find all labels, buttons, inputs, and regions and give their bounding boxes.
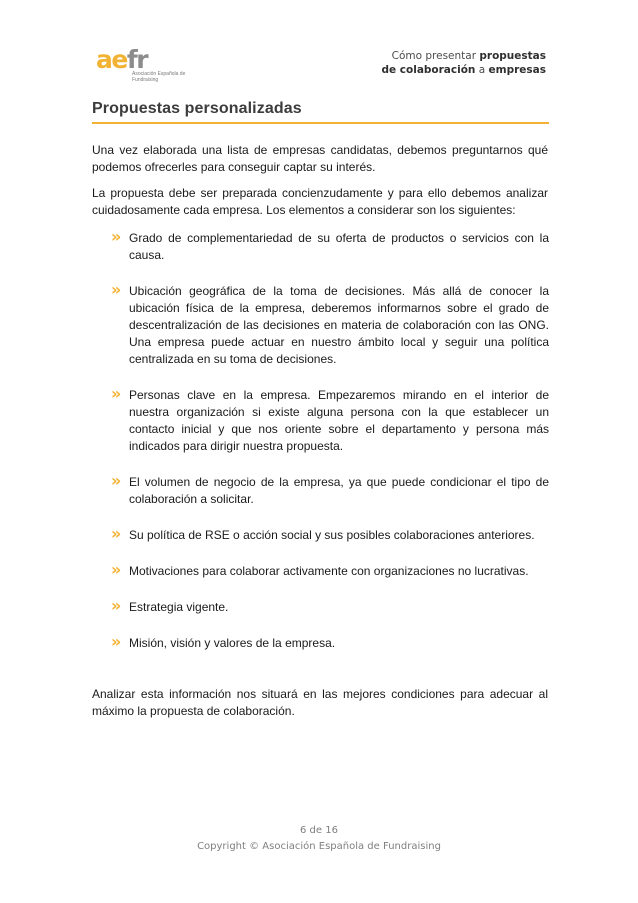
list-item-text: Personas clave en la empresa. Empezaremos mirando en el interior de nuestra organización si existe alguna persona con la que establecer un contacto inicial y que nos oriente sobre el departamento y persona más indicados para dirigir nuestra propuesta. (129, 388, 549, 453)
list-item (111, 632, 549, 652)
chevron-bullet-icon: » (111, 471, 122, 490)
title-line1-bold: propuestas (479, 50, 546, 62)
chevron-bullet-icon: » (111, 596, 122, 615)
list-item-text: Motivaciones para colaborar activamente con organizaciones no lucrativas. (129, 564, 529, 578)
chevron-bullet-icon: » (111, 227, 122, 246)
list-item-text: Estrategia vigente. (129, 600, 229, 614)
title-line2-mid: a (475, 64, 489, 76)
list-item (111, 384, 549, 455)
chevron-bullet-icon: » (111, 524, 122, 543)
criteria-list (111, 227, 549, 652)
closing-paragraph: Analizar esta información nos situará en las mejores condiciones para adecuar al máximo la propuesta de colaboración. (92, 687, 548, 718)
list-item-text: Misión, visión y valores de la empresa. (129, 636, 336, 650)
list-item (111, 471, 549, 508)
list-item (111, 560, 549, 580)
list-item (111, 280, 549, 368)
title-line2-bold-b: empresas (488, 64, 546, 76)
list-item (111, 227, 549, 264)
copyright-notice: Copyright © Asociación Española de Fundraising (197, 841, 441, 852)
section-divider (92, 122, 549, 124)
chevron-bullet-icon: » (111, 384, 122, 403)
logo-text-accent: fr (126, 45, 148, 74)
list-item-text: Su política de RSE o acción social y sus posibles colaboraciones anteriores. (129, 528, 535, 542)
logo-mark (96, 46, 147, 74)
analysis-paragraph: La propuesta debe ser preparada concienzudamente y para ello debemos analizar cuidadosamente cada empresa. Los elementos a considerar son los siguientes: (92, 186, 548, 217)
document-title (381, 49, 546, 77)
list-item (111, 596, 549, 616)
chevron-bullet-icon: » (111, 632, 122, 651)
aefr-logo (96, 46, 186, 86)
logo-text-main: ae (96, 45, 127, 74)
document-title-line-1 (381, 49, 546, 63)
list-item (111, 524, 549, 544)
list-item-text: El volumen de negocio de la empresa, ya que puede condicionar el tipo de colaboración a solicitar. (129, 475, 549, 506)
list-item-text: Grado de complementariedad de su oferta de productos o servicios con la causa. (129, 231, 549, 262)
title-line1-prefix: Cómo presentar (391, 50, 480, 62)
logo-subtitle: Asociación Española de Fundraising (132, 71, 186, 83)
document-title-line-2 (381, 63, 546, 77)
chevron-bullet-icon: » (111, 560, 122, 579)
intro-paragraph: Una vez elaborada una lista de empresas candidatas, debemos preguntarnos qué podemos ofrecerles para conseguir captar su interés. (92, 143, 548, 174)
section-title: Propuestas personalizadas (92, 100, 302, 117)
title-line2-bold-a: de colaboración (381, 64, 476, 76)
list-item-text: Ubicación geográfica de la toma de decisiones. Más allá de conocer la ubicación física de la empresa, deberemos informarnos sobre el grado de descentralización de las decisiones en materia de colaboración con las ONG. Una empresa puede actuar en nuestro ámbito local y seguir una política centralizada en su toma de decisiones. (129, 284, 549, 366)
page-number: 6 de 16 (300, 825, 338, 836)
chevron-bullet-icon: » (111, 280, 122, 299)
